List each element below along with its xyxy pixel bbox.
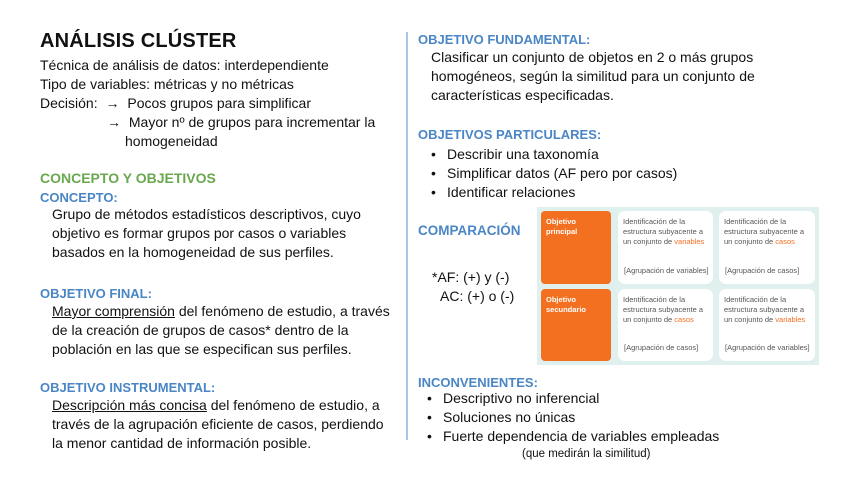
decision-option-2a: Mayor nº de grupos para incrementar la	[128, 114, 376, 130]
decision-line-2	[103, 113, 375, 132]
objetivos-particulares-heading: OBJETIVOS PARTICULARES:	[418, 127, 602, 142]
secondary-objective-label: Objetivo secundario	[541, 289, 611, 361]
concepto-heading: CONCEPTO:	[40, 190, 118, 205]
list-item: • Simplificar datos (AF pero por casos)	[427, 164, 677, 183]
inconvenientes-note: (que medirán la similitud)	[522, 448, 651, 460]
decision-option-1: Pocos grupos para simplificar	[127, 95, 312, 111]
comparacion-ac: AC: (+) o (-)	[440, 288, 515, 304]
technique-value: interdependiente	[224, 57, 329, 73]
technique-line	[40, 56, 329, 75]
table-cell: Identificación de la estructura subyacente a un conjunto de casos [Agrupación de casos]	[719, 211, 815, 284]
comparison-table	[537, 207, 819, 365]
comparacion-heading: COMPARACIÓN	[418, 223, 521, 238]
objetivo-final-heading: OBJETIVO FINAL:	[40, 286, 152, 301]
objetivo-final-rest: del fenómeno de estudio, a través de la creación de grupos de casos* dentro de la población en las que se especifican sus perfiles.	[52, 303, 390, 357]
list-item: • Identificar relaciones	[427, 183, 677, 202]
objetivo-final-text	[52, 302, 390, 359]
list-item: • Fuerte dependencia de variables empleadas	[423, 427, 719, 446]
decision-line-1	[40, 94, 311, 113]
list-item: • Descriptivo no inferencial	[423, 389, 719, 408]
objetivo-final-emphasis: Mayor comprensión	[52, 303, 175, 319]
objetivos-particulares-list	[427, 145, 677, 202]
arrow-right-icon: →	[107, 114, 121, 130]
variables-line: Tipo de variables: métricas y no métricas	[40, 76, 294, 92]
objetivo-instrumental-text	[52, 396, 392, 453]
inconvenientes-list	[423, 389, 719, 446]
objetivo-fundamental-heading: OBJETIVO FUNDAMENTAL:	[418, 32, 591, 47]
table-cell: Identificación de la estructura subyacente a un conjunto de variables [Agrupación de variables]	[719, 289, 815, 361]
arrow-right-icon: →	[105, 95, 120, 111]
table-cell: Identificación de la estructura subyacente a un conjunto de casos [Agrupación de casos]	[618, 289, 713, 361]
table-cell: Identificación de la estructura subyacente a un conjunto de variables [Agrupación de variables]	[618, 211, 713, 284]
objetivo-instrumental-heading: OBJETIVO INSTRUMENTAL:	[40, 380, 216, 395]
comparacion-af: *AF: (+) y (-)	[432, 269, 510, 285]
primary-objective-label: Objetivo principal	[541, 211, 611, 284]
objetivo-instrumental-rest: del fenómeno de estudio, a través de la agrupación eficiente de casos, perdiendo la menor cantidad de información posible.	[52, 397, 384, 451]
inconvenientes-heading: INCONVENIENTES:	[418, 375, 538, 390]
technique-label: Técnica de análisis de datos:	[40, 57, 221, 73]
decision-option-2b: homogeneidad	[125, 133, 218, 149]
list-item: • Describir una taxonomía	[427, 145, 677, 164]
objetivo-fundamental-text: Clasificar un conjunto de objetos en 2 o más grupos homogéneos, según la similitud para un conjunto de características especificadas.	[431, 49, 755, 103]
decision-label: Decisión:	[40, 95, 98, 111]
list-item: • Soluciones no únicas	[423, 408, 719, 427]
column-divider	[406, 32, 408, 440]
objetivo-instrumental-emphasis: Descripción más concisa	[52, 397, 207, 413]
page-title: ANÁLISIS CLÚSTER	[40, 30, 237, 52]
concepto-text: Grupo de métodos estadísticos descriptivos, cuyo objetivo es formar grupos por casos o variables basados en la homogeneidad de sus perfiles.	[52, 206, 361, 260]
section-heading: CONCEPTO Y OBJETIVOS	[40, 170, 216, 186]
